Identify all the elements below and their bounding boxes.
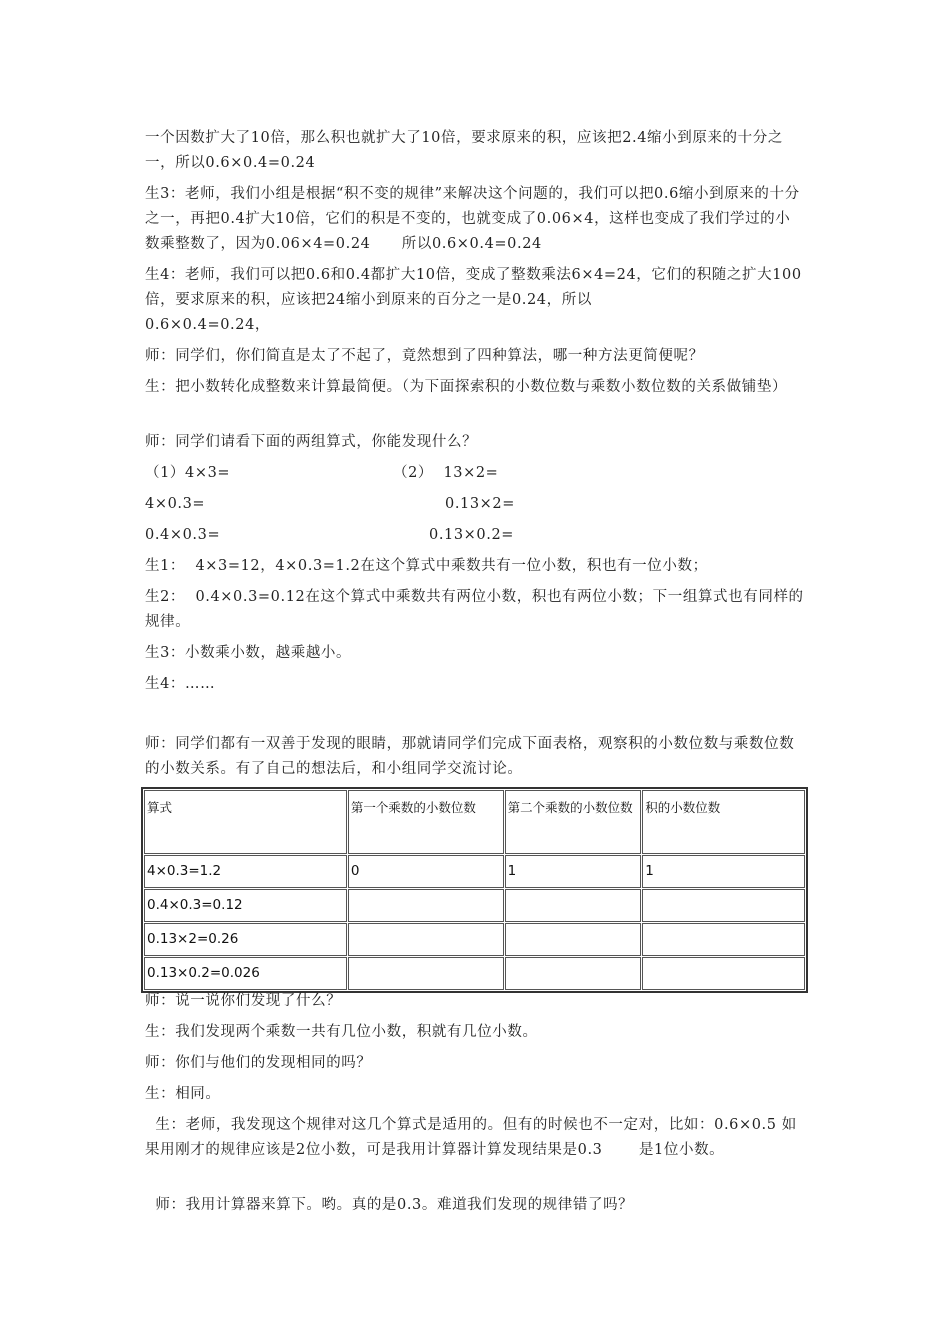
equation-left-2: 4×0.3= bbox=[145, 496, 206, 512]
table-header-cell: 第二个乘数的小数位数 bbox=[505, 790, 642, 854]
paragraph-10: 生4：…… bbox=[145, 676, 216, 692]
equation-right-2: 0.13×2= bbox=[445, 496, 516, 512]
table-row bbox=[144, 923, 805, 956]
paragraph-14: 师：你们与他们的发现相同的吗？ bbox=[145, 1055, 372, 1071]
paragraph-15: 生：相同。 bbox=[145, 1086, 221, 1102]
equation-left-1: （1）4×3= bbox=[145, 465, 231, 481]
table-cell bbox=[348, 957, 504, 990]
paragraph-1: 一个因数扩大了10倍，那么积也就扩大了10倍，要求原来的积，应该把2.4缩小到原来的十分之一，所以0.6×0.4=0.24 bbox=[145, 130, 783, 171]
table-cell: 4×0.3=1.2 bbox=[144, 855, 347, 888]
table-cell bbox=[348, 923, 504, 956]
paragraph-11: 师：同学们都有一双善于发现的眼睛，那就请同学们完成下面表格，观察积的小数位数与乘数位数的小数关系。有了自己的想法后，和小组同学交流讨论。 bbox=[145, 736, 795, 777]
table-cell: 0.13×0.2=0.026 bbox=[144, 957, 347, 990]
table-row bbox=[144, 957, 805, 990]
equation-left-3: 0.4×0.3= bbox=[145, 527, 221, 543]
table-cell bbox=[642, 957, 805, 990]
paragraph-3: 生4：老师，我们可以把0.6和0.4都扩大10倍，变成了整数乘法6×4=24，它们的积随之扩大100倍，要求原来的积，应该把24缩小到原来的百分之一是0.24，所以 bbox=[145, 267, 802, 308]
paragraph-6: 师：同学们请看下面的两组算式，你能发现什么？ bbox=[145, 434, 478, 450]
table-cell bbox=[505, 957, 642, 990]
paragraph-3-end: 0.6×0.4=0.24， bbox=[145, 317, 271, 333]
table-cell: 1 bbox=[505, 855, 642, 888]
table-cell: 0 bbox=[348, 855, 504, 888]
table-cell: 1 bbox=[642, 855, 805, 888]
table-cell bbox=[348, 889, 504, 922]
paragraph-2: 生3：老师，我们小组是根据“积不变的规律”来解决这个问题的，我们可以把0.6缩小到原来的十分之一，再把0.4扩大10倍，它们的积是不变的，也就变成了0.06×4，这样也变成了我们学过的小数乘整数了，因为0.06×4=0.24 所以0.6×0.4=0.24 bbox=[145, 186, 800, 252]
table-header-cell: 第一个乘数的小数位数 bbox=[348, 790, 504, 854]
table-header-row bbox=[144, 790, 805, 854]
table-cell bbox=[642, 923, 805, 956]
table-header-cell: 算式 bbox=[144, 790, 347, 854]
decimal-places-table bbox=[141, 787, 808, 993]
paragraph-9: 生3：小数乘小数，越乘越小。 bbox=[145, 645, 352, 661]
table-cell bbox=[505, 889, 642, 922]
paragraph-5: 生：把小数转化成整数来计算最简便。（为下面探索积的小数位数与乘数小数位数的关系做铺垫） bbox=[145, 379, 788, 395]
paragraph-16: 生：老师，我发现这个规律对这几个算式是适用的。但有的时候也不一定对，比如：0.6×0.5 如果用刚才的规律应该是2位小数，可是我用计算器计算发现结果是0.3 是1位小数。 bbox=[145, 1117, 797, 1158]
table-cell bbox=[642, 889, 805, 922]
equation-right-1: （2） 13×2= bbox=[393, 465, 499, 481]
paragraph-4: 师：同学们，你们简直是太了不起了，竟然想到了四种算法，哪一种方法更简便呢？ bbox=[145, 348, 704, 364]
equation-right-3: 0.13×0.2= bbox=[429, 527, 515, 543]
paragraph-8: 生2： 0.4×0.3=0.12在这个算式中乘数共有两位小数，积也有两位小数；下一组算式也有同样的规律。 bbox=[145, 589, 804, 630]
table-row bbox=[144, 889, 805, 922]
paragraph-13: 生：我们发现两个乘数一共有几位小数，积就有几位小数。 bbox=[145, 1024, 538, 1040]
table-cell: 0.13×2=0.26 bbox=[144, 923, 347, 956]
table-cell bbox=[505, 923, 642, 956]
paragraph-17: 师：我用计算器来算下。哟。真的是0.3。难道我们发现的规律错了吗？ bbox=[145, 1197, 634, 1213]
paragraph-7: 生1： 4×3=12，4×0.3=1.2在这个算式中乘数共有一位小数，积也有一位小数； bbox=[145, 558, 708, 574]
table-header-cell: 积的小数位数 bbox=[642, 790, 805, 854]
table-cell: 0.4×0.3=0.12 bbox=[144, 889, 347, 922]
table-row bbox=[144, 855, 805, 888]
paragraph-12: 师：说一说你们发现了什么？ bbox=[145, 993, 342, 1009]
